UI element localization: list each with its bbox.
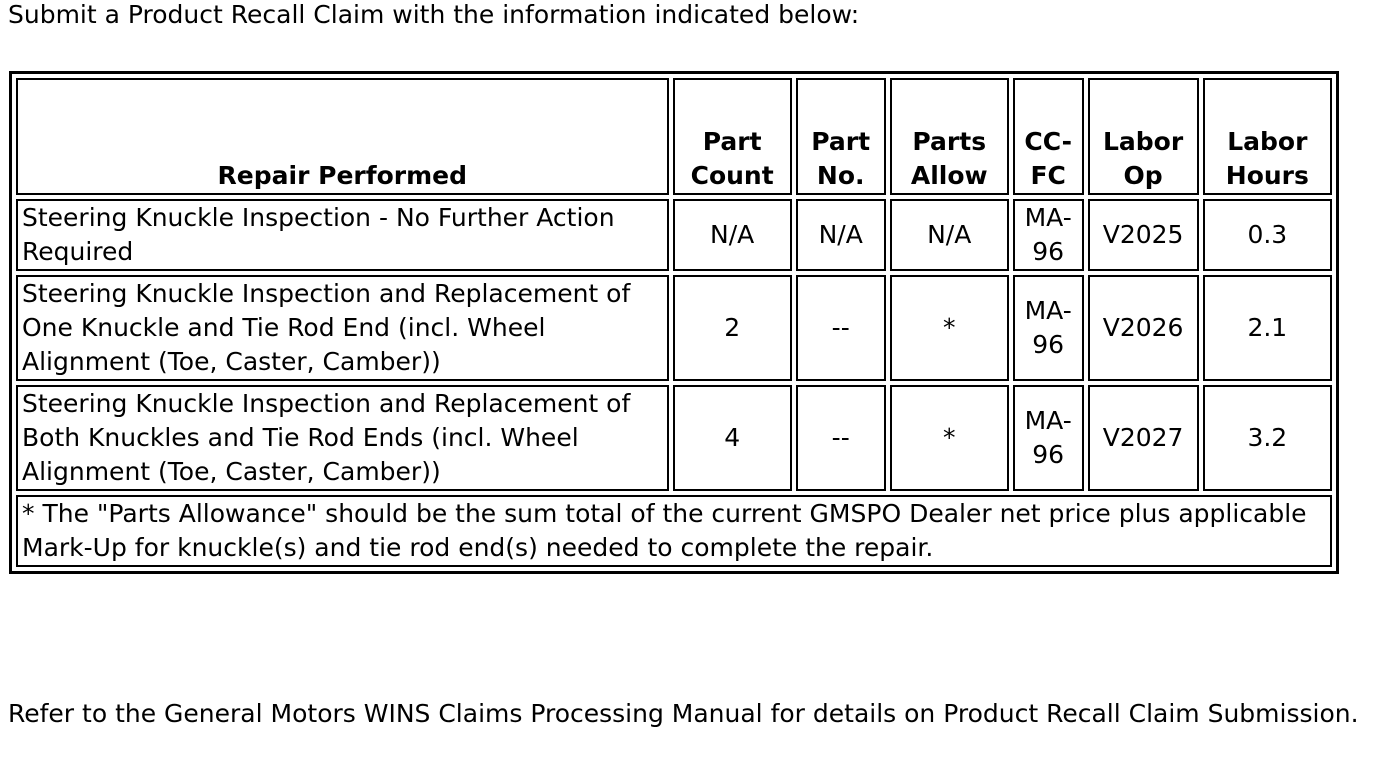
labor-hours-cell: 0.3 bbox=[1203, 199, 1332, 271]
part-no-cell: -- bbox=[796, 385, 886, 491]
cc-fc-cell: MA- 96 bbox=[1013, 385, 1084, 491]
header-labor-hours: Labor Hours bbox=[1203, 78, 1332, 195]
part-count-cell: 4 bbox=[673, 385, 792, 491]
labor-hours-cell: 2.1 bbox=[1203, 275, 1332, 381]
table-row bbox=[16, 275, 1332, 381]
recall-claim-table bbox=[9, 71, 1339, 574]
outro-text: Refer to the General Motors WINS Claims Processing Manual for details on Product Recall Claim Submission. bbox=[8, 699, 1359, 728]
table-row bbox=[16, 199, 1332, 271]
header-part-no: Part No. bbox=[796, 78, 886, 195]
header-labor-op: Labor Op bbox=[1088, 78, 1199, 195]
labor-op-cell: V2027 bbox=[1088, 385, 1199, 491]
parts-allow-cell: * bbox=[890, 275, 1009, 381]
parts-allowance-footnote: * The "Parts Allowance" should be the sum total of the current GMSPO Dealer net price plus applicable Mark-Up for knuckle(s) and tie rod end(s) needed to complete the repair. bbox=[16, 495, 1332, 567]
recall-claim-table-container bbox=[9, 71, 1339, 574]
repair-performed-cell: Steering Knuckle Inspection and Replacement of One Knuckle and Tie Rod End (incl. Wheel Alignment (Toe, Caster, Camber)) bbox=[16, 275, 669, 381]
labor-op-cell: V2026 bbox=[1088, 275, 1199, 381]
cc-fc-cell: MA- 96 bbox=[1013, 275, 1084, 381]
footnote-row bbox=[16, 495, 1332, 567]
part-count-cell: 2 bbox=[673, 275, 792, 381]
labor-op-cell: V2025 bbox=[1088, 199, 1199, 271]
parts-allow-cell: * bbox=[890, 385, 1009, 491]
parts-allow-cell: N/A bbox=[890, 199, 1009, 271]
table-row bbox=[16, 385, 1332, 491]
intro-text: Submit a Product Recall Claim with the information indicated below: bbox=[8, 0, 860, 29]
header-part-count: Part Count bbox=[673, 78, 792, 195]
labor-hours-cell: 3.2 bbox=[1203, 385, 1332, 491]
cc-fc-cell: MA- 96 bbox=[1013, 199, 1084, 271]
part-no-cell: -- bbox=[796, 275, 886, 381]
header-repair-performed: Repair Performed bbox=[16, 78, 669, 195]
repair-performed-cell: Steering Knuckle Inspection and Replacement of Both Knuckles and Tie Rod Ends (incl. Wheel Alignment (Toe, Caster, Camber)) bbox=[16, 385, 669, 491]
part-count-cell: N/A bbox=[673, 199, 792, 271]
header-parts-allow: Parts Allow bbox=[890, 78, 1009, 195]
part-no-cell: N/A bbox=[796, 199, 886, 271]
header-row bbox=[16, 78, 1332, 195]
repair-performed-cell: Steering Knuckle Inspection - No Further Action Required bbox=[16, 199, 669, 271]
header-cc-fc: CC- FC bbox=[1013, 78, 1084, 195]
